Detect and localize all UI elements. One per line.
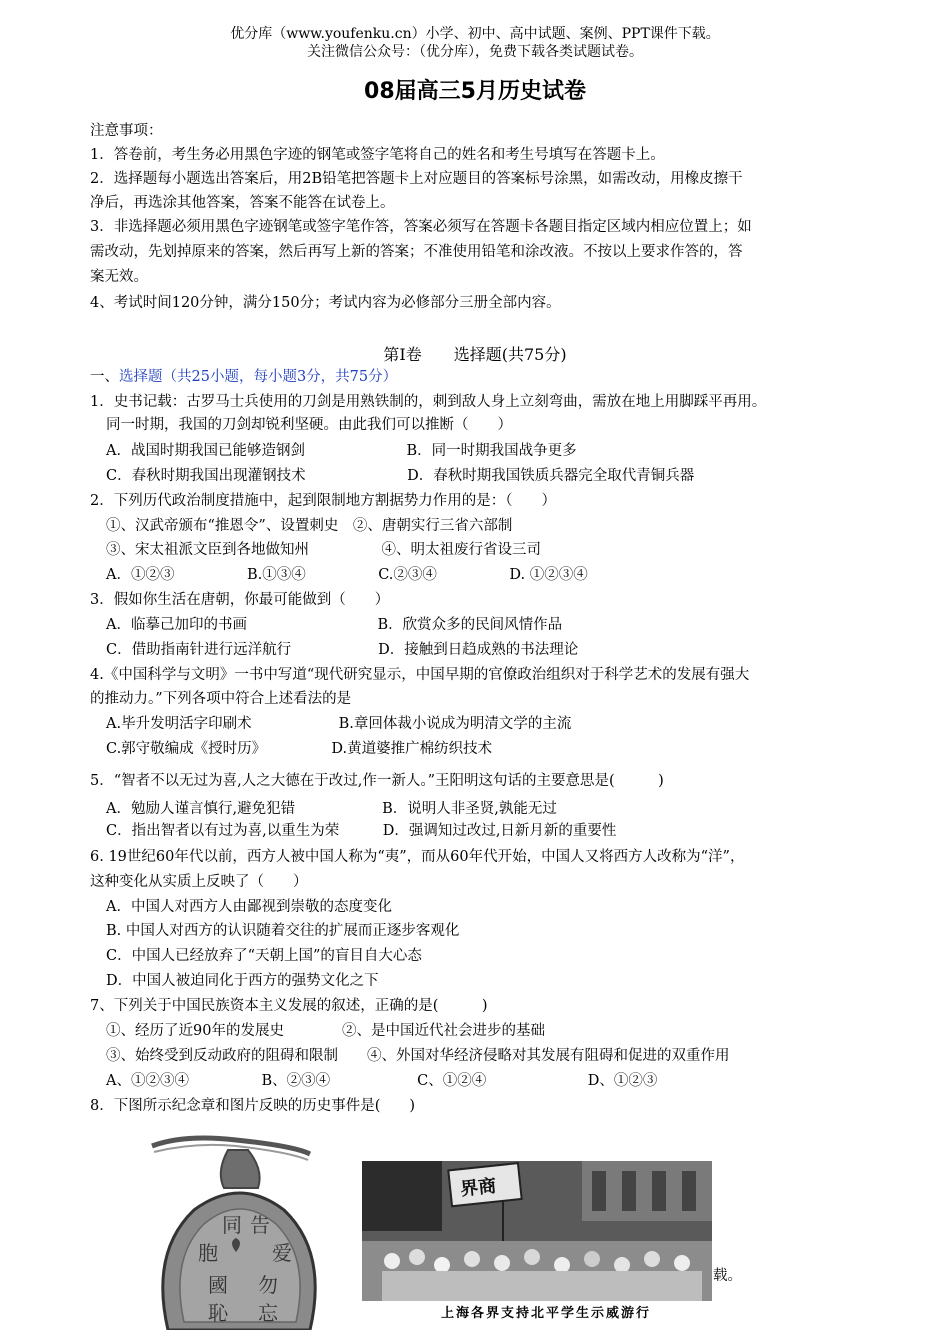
option-line: C．借助指南针进行远洋航行 D．接触到日趋成熟的书法理论	[106, 642, 579, 658]
medal-char: 同	[222, 1213, 242, 1237]
question-line: 同一时期，我国的刀剑却锐利坚硬。由此我们可以推断（ ）	[106, 417, 512, 433]
option-line: A．中国人对西方人由鄙视到崇敬的态度变化	[106, 899, 392, 915]
medal-char: 勿	[258, 1273, 278, 1297]
option-line: A．勉励人谨言慎行,避免犯错 B．说明人非圣贤,孰能无过	[106, 801, 557, 817]
site-header-line1: 优分库（www.youfenku.cn）小学、初中、高中试题、案例、PPT课件下载。	[230, 26, 720, 42]
part-intro	[90, 368, 397, 386]
notice-line: 4、考试时间120分钟，满分150分；考试内容为必修部分三册全部内容。	[90, 295, 561, 311]
option-line: D．中国人被迫同化于西方的强势文化之下	[106, 973, 379, 989]
question-line: 3．假如你生活在唐朝，你最可能做到（ ）	[90, 592, 390, 608]
section-title: 第Ⅰ卷 选择题(共75分)	[383, 345, 567, 364]
option-line: B. 中国人对西方的认识随着交往的扩展而正逐步客观化	[106, 923, 460, 939]
option-line: A．临摹己加印的书画 B．欣赏众多的民间风情作品	[106, 617, 563, 633]
banner-text: 界商	[459, 1175, 498, 1201]
question-line: 5．“智者不以无过为喜,人之大德在于改过,作一新人。”王阳明这句话的主要意思是( )	[90, 773, 664, 789]
medal-char: 忘	[258, 1301, 278, 1325]
notice-line: 1．答卷前，考生务必用黑色字迹的钢笔或签字笔将自己的姓名和考生号填写在答题卡上。	[90, 147, 665, 163]
medal-char: 告	[250, 1213, 270, 1237]
site-header-line2: 关注微信公众号：（优分库），免费下载各类试题试卷。	[307, 44, 643, 60]
option-line: A．①②③ B.①③④ C.②③④ D. ①②③④	[106, 567, 588, 583]
notice-line: 净后，再选涂其他答案，答案不能答在试卷上。	[90, 195, 395, 211]
medal-char: 國	[208, 1273, 228, 1297]
option-line: C.郭守敬编成《授时历》 D.黄道婆推广棉纺织技术	[106, 741, 493, 757]
page-title: 08届高三5月历史试卷	[364, 79, 586, 104]
question-line: 8．下图所示纪念章和图片反映的历史事件是( )	[90, 1098, 416, 1114]
option-line: ③、宋太祖派文臣到各地做知州 ④、明太祖废行省设三司	[106, 542, 541, 558]
photo-caption: 上海各界支持北平学生示威游行	[440, 1306, 651, 1321]
option-line: C．指出智者以有过为喜,以重生为荣 D．强调知过改过,日新月新的重要性	[106, 823, 617, 839]
question-line: 1．史书记载：古罗马士兵使用的刀剑是用熟铁制的，刺到敌人身上立刻弯曲，需放在地上用脚踩平再用。	[90, 394, 767, 410]
option-line: C．中国人已经放弃了“天朝上国”的盲目自大心态	[106, 948, 422, 964]
notice-line: 3．非选择题必须用黑色字迹钢笔或签字笔作答，答案必须写在答题卡各题目指定区域内相应位置上；如	[90, 219, 752, 235]
notice-heading: 注意事项：	[90, 123, 163, 139]
medal-char: 恥	[208, 1301, 228, 1325]
notice-line: 2．选择题每小题选出答案后，用2B铅笔把答题卡上对应题目的答案标号涂黑，如需改动，用橡皮擦干	[90, 171, 743, 187]
notice-line: 需改动，先划掉原来的答案，然后再写上新的答案；不准使用铅笔和涂改液。不按以上要求作答的，答	[90, 244, 743, 260]
option-line: A、①②③④ B、②③④ C、①②④ D、①②③	[106, 1073, 658, 1089]
commemorative-medal-image	[124, 1132, 354, 1330]
part-intro-text: 选择题（共25小题，每小题3分，共75分）	[119, 369, 398, 385]
medal-char: 胞	[198, 1241, 218, 1265]
question-line: 4.《中国科学与文明》一书中写道“现代研究显示，中国早期的官僚政治组织对于科学艺术的发展有强大	[90, 667, 750, 683]
protest-photo	[362, 1161, 712, 1301]
option-line: A.毕升发明活字印刷术 B.章回体裁小说成为明清文学的主流	[106, 716, 572, 732]
question-line: 6. 19世纪60年代以前，西方人被中国人称为“夷”，而从60年代开始，中国人又将西方人改称为“洋”，	[90, 849, 745, 865]
part-intro-prefix: 一、	[90, 369, 119, 385]
medal-char: 爱	[272, 1241, 292, 1265]
option-line: C．春秋时期我国出现灌钢技术 D．春秋时期我国铁质兵器完全取代青铜兵器	[106, 468, 695, 484]
option-line: A．战国时期我国已能够造钢剑 B．同一时期我国战争更多	[106, 443, 577, 459]
question-line: 2．下列历代政治制度措施中，起到限制地方割据势力作用的是：（ ）	[90, 493, 556, 509]
option-line: ③、始终受到反动政府的阻碍和限制 ④、外国对华经济侵略对其发展有阻碍和促进的双重作用	[106, 1048, 730, 1064]
question-line: 7、下列关于中国民族资本主义发展的叙述，正确的是( )	[90, 998, 488, 1014]
trailing-text: 载。	[713, 1268, 742, 1284]
question-line: 的推动力。”下列各项中符合上述看法的是	[90, 691, 352, 707]
notice-line: 案无效。	[90, 269, 148, 285]
option-line: ①、汉武帝颁布“推恩令”、设置刺史 ②、唐朝实行三省六部制	[106, 518, 513, 534]
question-line: 这种变化从实质上反映了（ ）	[90, 874, 308, 890]
option-line: ①、经历了近90年的发展史 ②、是中国近代社会进步的基础	[106, 1023, 545, 1039]
